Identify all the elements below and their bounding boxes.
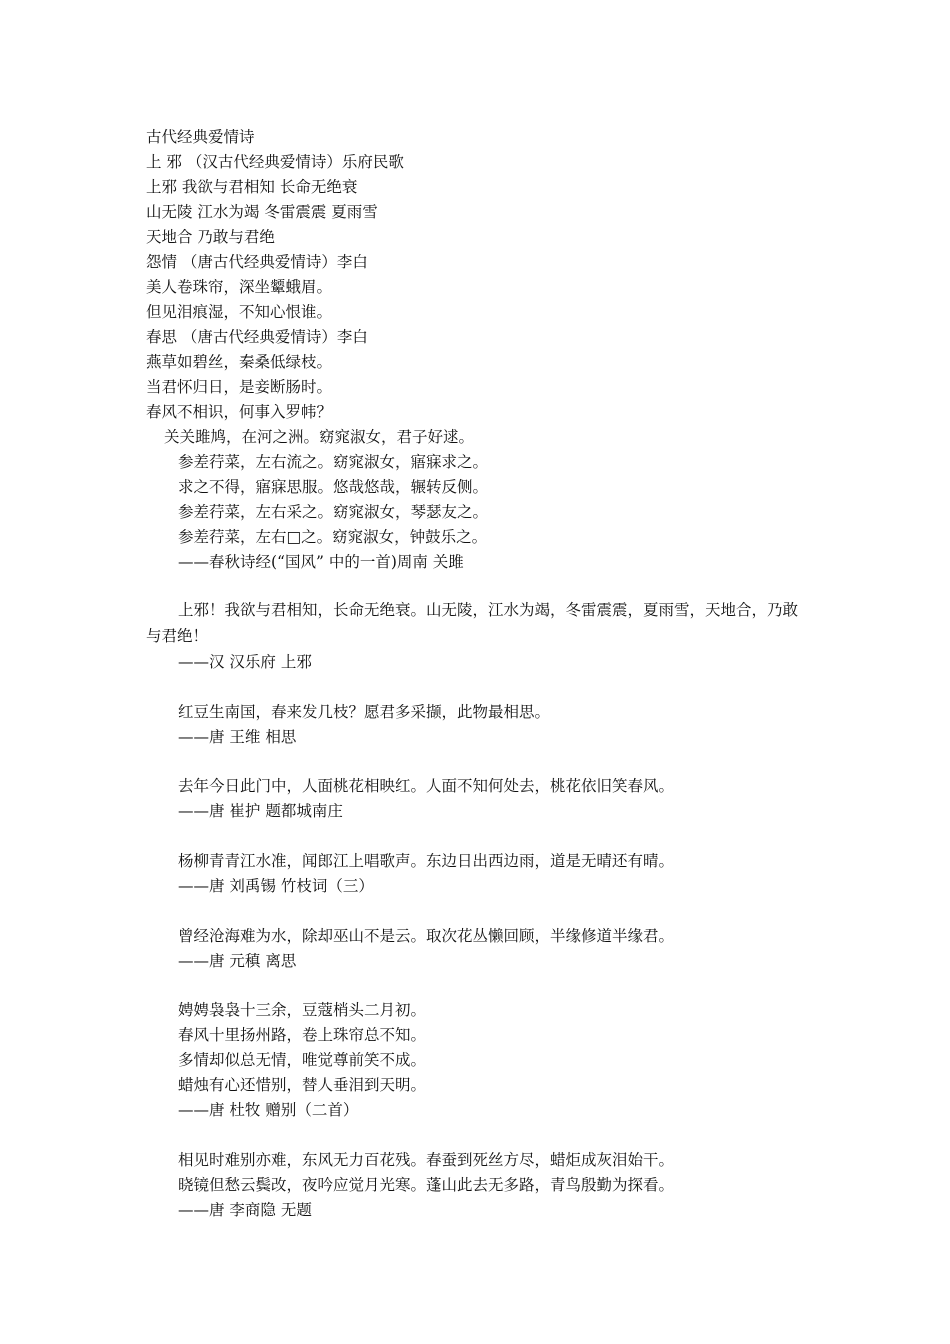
poem-heading: 上 邪 （汉古代经典爱情诗）乐府民歌 — [146, 153, 404, 171]
poem-line: 参差荇菜，左右采之。窈窕淑女，琴瑟友之。 — [178, 503, 489, 521]
poem-line: 燕草如碧丝，秦桑低绿枝。 — [146, 353, 333, 371]
poem-heading: 春思 （唐古代经典爱情诗）李白 — [146, 328, 368, 346]
poem-line: 多情却似总无情，唯觉尊前笑不成。 — [178, 1051, 427, 1069]
poem-line: 娉娉袅袅十三余，豆蔻梢头二月初。 — [178, 1001, 427, 1019]
poem-line: 美人卷珠帘，深坐颦蛾眉。 — [146, 278, 333, 296]
poem-line: 去年今日此门中，人面桃花相映红。人面不知何处去，桃花依旧笑春风。 — [178, 777, 675, 795]
poem-line: 天地合 乃敢与君绝 — [146, 228, 275, 246]
poem-line: 求之不得，寤寐思服。悠哉悠哉，辗转反侧。 — [178, 478, 489, 496]
poem-line: 红豆生南国，春来发几枝？愿君多采撷，此物最相思。 — [178, 703, 551, 721]
poem-line: 当君怀归日，是妾断肠时。 — [146, 378, 333, 396]
poem-attribution: ——唐 崔护 题都城南庄 — [178, 802, 343, 820]
document-title: 古代经典爱情诗 — [146, 128, 255, 146]
poem-line: 参差荇菜，左右□之。窈窕淑女，钟鼓乐之。 — [178, 528, 488, 546]
poem-attribution: ——唐 杜牧 赠别（二首） — [178, 1101, 359, 1119]
poem-line: 蜡烛有心还惜别，替人垂泪到天明。 — [178, 1076, 427, 1094]
poem-line: 山无陵 江水为竭 冬雷震震 夏雨雪 — [146, 203, 378, 221]
poem-attribution: ——唐 元稹 离思 — [178, 952, 297, 970]
poem-line: 春风十里扬州路，卷上珠帘总不知。 — [178, 1026, 427, 1044]
poem-line: 晓镜但愁云鬓改，夜吟应觉月光寒。蓬山此去无多路，青鸟殷勤为探看。 — [178, 1176, 675, 1194]
poem-line: 但见泪痕湿，不知心恨谁。 — [146, 303, 333, 321]
poem-attribution: ——唐 刘禹锡 竹枝词（三） — [178, 877, 374, 895]
poem-line: 参差荇菜，左右流之。窈窕淑女，寤寐求之。 — [178, 453, 489, 471]
poem-attribution: ——春秋诗经(“国风” 中的一首)周南 关雎 — [178, 553, 464, 571]
poem-attribution: ——唐 王维 相思 — [178, 728, 297, 746]
poem-line: 曾经沧海难为水，除却巫山不是云。取次花丛懒回顾，半缘修道半缘君。 — [178, 927, 675, 945]
poem-attribution: ——汉 汉乐府 上邪 — [178, 653, 312, 671]
poem-line: 相见时难别亦难，东风无力百花残。春蚕到死丝方尽，蜡炬成灰泪始干。 — [178, 1151, 675, 1169]
poem-line: 春风不相识，何事入罗帏？ — [146, 403, 333, 421]
poem-paragraph: 上邪！我欲与君相知，长命无绝衰。山无陵，江水为竭，冬雷震震，夏雨雪，天地合，乃敢与君绝！ — [146, 601, 799, 645]
poem-line: 关关雎鸠，在河之洲。窈窕淑女，君子好逑。 — [164, 428, 475, 446]
poem-attribution: ——唐 李商隐 无题 — [178, 1201, 312, 1219]
poem-heading: 怨情 （唐古代经典爱情诗）李白 — [146, 253, 368, 271]
poem-line: 杨柳青青江水准，闻郎江上唱歌声。东边日出西边雨，道是无晴还有晴。 — [178, 852, 675, 870]
poem-line: 上邪 我欲与君相知 长命无绝衰 — [146, 178, 358, 196]
